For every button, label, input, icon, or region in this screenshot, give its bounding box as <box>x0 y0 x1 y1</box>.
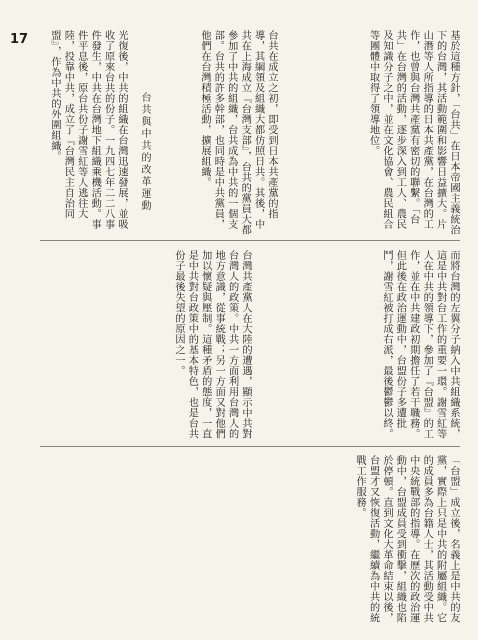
text-block-top-middle: 台共在成立之初，即受到日本共產黨的指導，其綱領及組織大都仿照日共。其後，中共在上海成立『台灣支部』，台共的黨員大都參加了中共的組織，台共成為中共的一個支部。台共的許多幹部，也同時是中共黨員，他們在台灣積極活動，擴展組織。 <box>198 30 277 235</box>
divider-rule-top <box>40 240 460 241</box>
text-block-bottom: 「台盟」成立後，名義上是中共的友黨，實際上只是中共的附屬組織。它的成員多為台籍人士，其活動受中共中央統戰部的指導。在歷次的政治運動中，台盟成員受到衝擊，組織也陷於停頓。直到文化大革命結束以後，台盟才又恢復活動，繼續為中共的統戰工作服務。 <box>354 455 459 623</box>
page-number: 17 <box>10 32 29 47</box>
text-block-middle-right: 而將台灣的左翼分子納入中共組織系統，這是中共對台工作的重要一環。謝雪紅等人在中共的領導下，參加了『台盟』的工作，並在中共建政初期擔任了若干職務。但此後在政治運動中，台盟份子多遭批鬥，謝雪紅被打成右派，最後鬱鬱以終。 <box>380 250 459 439</box>
text-block-middle-left: 台灣共產黨人在大陸的遭遇，顯示中共對台灣人的政策。中共一方面利用台灣人的地方意識，從事統戰；另一方面又對他們加以懷疑與壓制。這種矛盾的態度，一直是中共對台政策中的基本特色，也是台共份子最後失望的原因之一。 <box>172 250 251 439</box>
text-block-top-right: 基於這種方針，「台共」在日本帝國主義統治下的台灣，其活動範圍和影響日益擴大。片山潛等人所指導的日本共產黨，在台灣的工作，也曾與台灣共產黨有密切的聯繫。「台共」在台灣的活動，逐步深入到工人、農民及知識分子之中，並在文化協會、農民組合等團體中取得了領導地位。 <box>367 30 459 235</box>
divider-rule-bottom <box>40 446 460 447</box>
text-block-top-left: 光復後，中共的組織在台灣迅速發展，並吸收了原來台共的份子。一九四七年二二八事件發生，中共在台灣地下組織乘機活動。事件平息後，原台共份子謝雪紅等人逃往大陸，投靠中共，成立了『台灣民主自治同盟』，作為中共的外圍組織。 <box>48 30 127 230</box>
section-caption: 台共與中共的改革運動 <box>139 92 150 212</box>
